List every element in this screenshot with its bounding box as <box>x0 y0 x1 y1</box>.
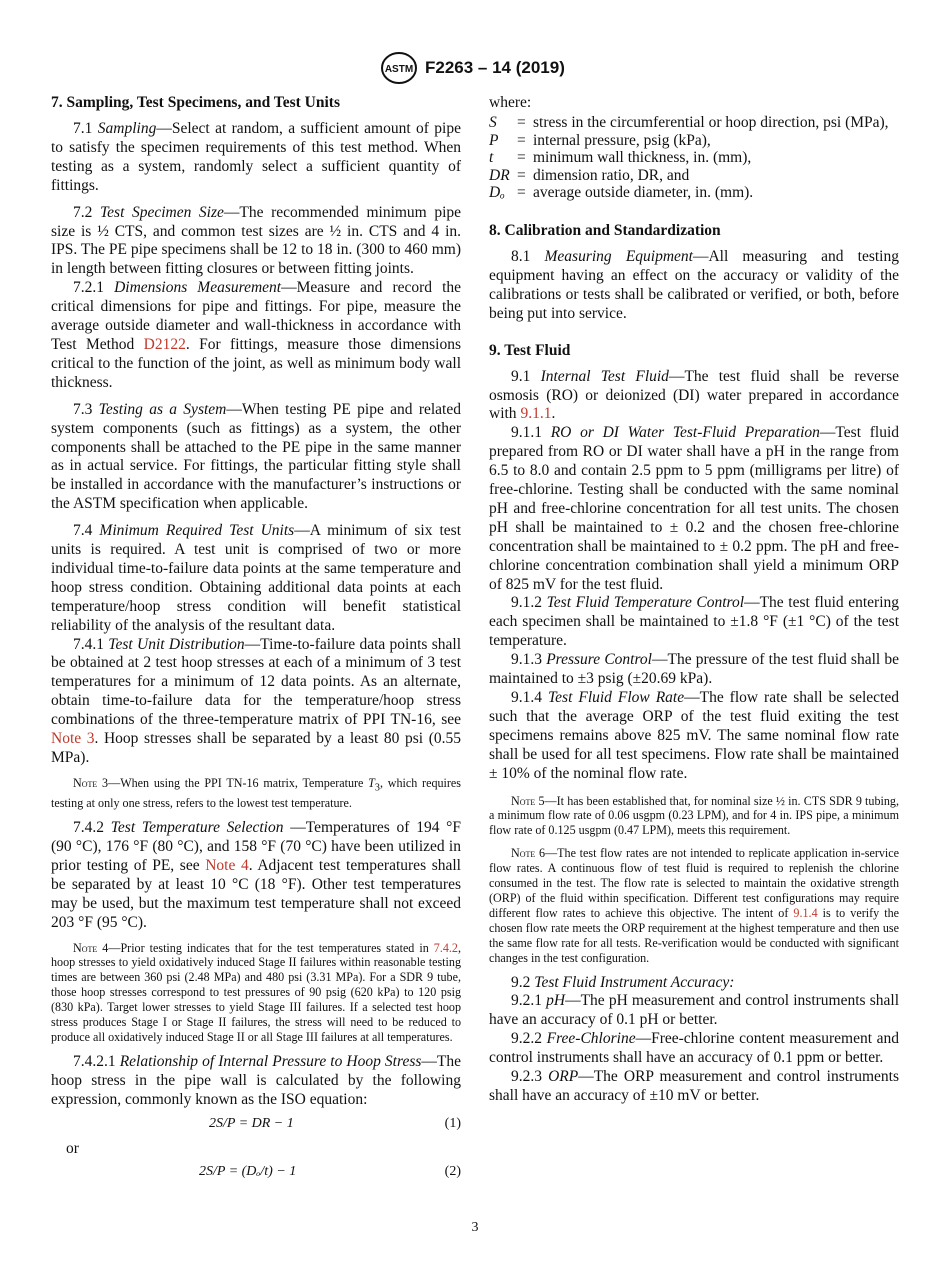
symbol: DR <box>489 166 510 184</box>
para-9-1-3: 9.1.3 Pressure Control—The pressure of the test fluid shall be maintained to ±3 psig (±20.69 kPa). <box>489 651 900 688</box>
note-3: Note 3—When using the PPI TN-16 matrix, Temperature $T_3$, which requires testing at only one stress, refers to the lowest test temperature. <box>51 775 461 811</box>
para-9-1-4: 9.1.4 Test Fluid Flow Rate—The flow rate shall be selected such that the average ORP of the test fluid exiting the test specimens remains above 825 mV. The same nominal flow rate shall be used for all test specimens. Flow rate shall be maintained ± 10% of the nominal flow rate. <box>489 689 899 782</box>
symbol-definition: dimension ratio, DR, and <box>533 166 690 184</box>
para-7-4: 7.4 Minimum Required Test Units—A minimum of six test units is required. A test unit is comprised of two or more individual time-to-failure data points at the same temperature and hoop stress condition. Obtaining additional data points at each temperature/hoop stress condition will benefit statistical reliability of the analysis of the resultant data. <box>51 522 462 634</box>
section-9-heading: 9. Test Fluid <box>489 341 571 359</box>
para-9-2: 9.2 Test Fluid Instrument Accuracy: <box>511 973 735 991</box>
equation-2-expr: 2S/P = (Dₒ/t) − 1 <box>199 1163 297 1179</box>
para-9-2-3: 9.2.3 ORP—The ORP measurement and control instruments shall have an accuracy of ±10 mV or better. <box>489 1068 900 1104</box>
link-note-3[interactable]: Note 3 <box>51 730 95 748</box>
symbol-definition: internal pressure, psig (kPa), <box>533 131 711 149</box>
para-7-4-2: 7.4.2 Test Temperature Selection —Temperatures of 194 °F (90 °C), 176 °F (80 °C), and 158 °F (70 °C) have been utilized in prior testing of PE, see Note 4. Adjacent test temperatures shall be separated by at least 10 °C (18 °F). Other test temperatures may be used, but the maximum test temperature shall not exceed 203 °F (95 °C). <box>51 819 461 931</box>
para-9-1-1: 9.1.1 RO or DI Water Test-Fluid Preparation—Test fluid prepared from RO or DI water shall have a pH in the range from 6.5 to 8.0 and contain 2.5 ppm to 5 ppm (milligrams per litre) of free-chlorine. Testing shall be conducted with the same nominal pH and free-chlorine concentration for all test units. The chosen pH shall be maintained to ± 0.2 and the chosen free-chlorine concentration shall be maintained to ± 0.2 ppm. The pH and free-chlorine concentration combination shall yield a minimum ORP of 825 mV for the test fluid. <box>489 424 899 593</box>
symbol: t <box>489 149 494 167</box>
para-7-4-2-1: 7.4.2.1 Relationship of Internal Pressure to Hoop Stress—The hoop stress in the pipe wall is calculated by the following expression, commonly known as the ISO equation: <box>51 1052 462 1108</box>
symbol-list: S = stress in the circumferential or hoop direction, psi (MPa), P = internal pressure, psig (kPa), t = minimum wall thickness, in. (mm), DR = dimension ratio, DR, and Dₒ = average outside diameter, in. (mm). <box>489 114 899 202</box>
page-number: 3 <box>471 1220 479 1235</box>
equation-1-expr: 2S/P = DR − 1 <box>209 1115 294 1131</box>
note-6: Note 6—The test flow rates are not intended to replicate application in-service flow rates. A continuous flow of test fluid is required to replenish the chlorine consumed in the test. The flow rate is selected to maintain the oxidative strength (ORP) of the fluid within specification. Different test configurations may require different flow rates to achieve this objective. The intent of 9.1.4 is to verify the chosen flow rate meets the ORP requirement at the highest temperature and then use the same flow rate for all tests. Re-verification would be conducted with significant changes in the test configuration. <box>489 846 899 965</box>
para-9-1: 9.1 Internal Test Fluid—The test fluid shall be reverse osmosis (RO) or deionized (DI) water prepared in accordance with 9.1.1. <box>489 367 900 423</box>
symbol: Dₒ <box>489 184 505 202</box>
astm-logo <box>380 52 418 84</box>
symbol-definition: stress in the circumferential or hoop direction, psi (MPa), <box>533 114 889 131</box>
para-7-1: 7.1 Sampling—Select at random, a sufficient amount of pipe to satisfy the specimen requirements of this test method. When testing as a system, randomly select a sufficient quantity of fittings. <box>51 120 461 194</box>
para-7-4-1: 7.4.1 Test Unit Distribution—Time-to-failure data points shall be obtained at 2 test hoop stresses at each of a minimum of 3 test temperatures for a minimum of 12 data points. As an alternate, obtain time-to-failure data for the temperature/hoop stress combinations of the three-temperature matrix of PPI TN-16, see Note 3. Hoop stresses shall be separated by a least 80 psi (0.55 MPa). <box>51 635 462 766</box>
para-7-2-1: 7.2.1 Dimensions Measurement—Measure and record the critical dimensions for pipe and fittings. For pipe, measure the average outside diameter and wall-thickness in accordance with Test Method D2122. For fittings, measure those dimensions critical to the function of the joint, as well as minimum body wall thickness. <box>51 279 462 391</box>
link-9-1-4[interactable]: 9.1.4 <box>793 905 818 920</box>
symbol-definition: minimum wall thickness, in. (mm), <box>533 149 752 167</box>
link-d2122[interactable]: D2122 <box>143 335 186 353</box>
symbol: P <box>489 131 499 149</box>
left-column <box>51 94 461 1186</box>
link-9-1-1[interactable]: 9.1.1 <box>520 405 552 423</box>
para-9-1-2: 9.1.2 Test Fluid Temperature Control—The test fluid entering each specimen shall be maintained to ±1.8 °F (±1 °C) of the test temperature. <box>489 594 900 650</box>
equation-2-number: (2) <box>444 1163 461 1179</box>
note-4: Note 4—Prior testing indicates that for the test temperatures stated in 7.4.2, hoop stresses to yield oxidatively induced Stage II failures within reasonable testing times are between 360 psi (2.48 MPa) and 480 psi (3.31 MPa). For a SDR 9 tube, those hoop stresses correspond to test pressures of 90 psig (620 kPa) to 120 psig (830 kPa). Target lower stresses to yield Stage III failures. If a selected test hoop stress produces Stage I or Stage II failures, the stress will need to be reduced to produce all oxidatively induced Stage II or all Stage III failures at all temperatures. <box>51 940 461 1044</box>
symbol: S <box>489 114 497 131</box>
para-9-2-2: 9.2.2 Free-Chlorine—Free-chlorine content measurement and control instruments shall have an accuracy of 0.1 ppm or better. <box>489 1030 900 1067</box>
para-9-2-1: 9.2.1 pH—The pH measurement and control instruments shall have an accuracy of 0.1 pH or better. <box>489 992 899 1029</box>
para-7-3: 7.3 Testing as a System—When testing PE pipe and related system components (such as fittings) as a system, the other components shall be attached to the PE pipe in the same manner as in actual service. For fittings, the particular fitting style shall be installed in accordance with the manufacturer’s instructions or the ASTM specification when applicable. <box>51 400 461 513</box>
para-7-2: 7.2 Test Specimen Size—The recommended minimum pipe size is ½ CTS, and common test sizes are ½ in. CTS and 4 in. IPS. The PE pipe specimens shall be 12 to 18 in. (300 to 460 mm) in length between fitting closures or between fitting joints. <box>51 203 462 278</box>
section-7-heading: 7. Sampling, Test Specimens, and Test Units <box>51 94 340 111</box>
symbol-definition: average outside diameter, in. (mm). <box>533 184 754 202</box>
equation-1-number: (1) <box>444 1115 461 1131</box>
equation-1 <box>51 1116 461 1138</box>
section-8-heading: 8. Calibration and Standardization <box>489 221 721 239</box>
right-column <box>489 94 899 1106</box>
page-header <box>0 52 950 88</box>
link-note-4[interactable]: Note 4 <box>205 856 249 874</box>
standard-designation: F2263 – 14 (2019) <box>425 58 565 77</box>
or-connector: or <box>66 1139 79 1157</box>
para-8-1: 8.1 Measuring Equipment—All measuring and testing equipment having an effect on the accuracy or validity of the calibrations or tests shall be calibrated or verified, or both, before being put into service. <box>489 247 899 322</box>
equation-2 <box>51 1164 461 1186</box>
link-7-4-2[interactable]: 7.4.2 <box>433 940 458 955</box>
note-5: Note 5—It has been established that, for nominal size ½ in. CTS SDR 9 tubing, a minimum flow rate of 0.06 usgpm (0.23 LPM), and for 4 in. IPS pipe, a minimum flow rate of 0.125 usgpm (0.47 LPM), meets this requirement. <box>489 793 899 838</box>
astm-logo-text: ASTM <box>384 64 414 75</box>
where-label: where: <box>489 94 532 111</box>
